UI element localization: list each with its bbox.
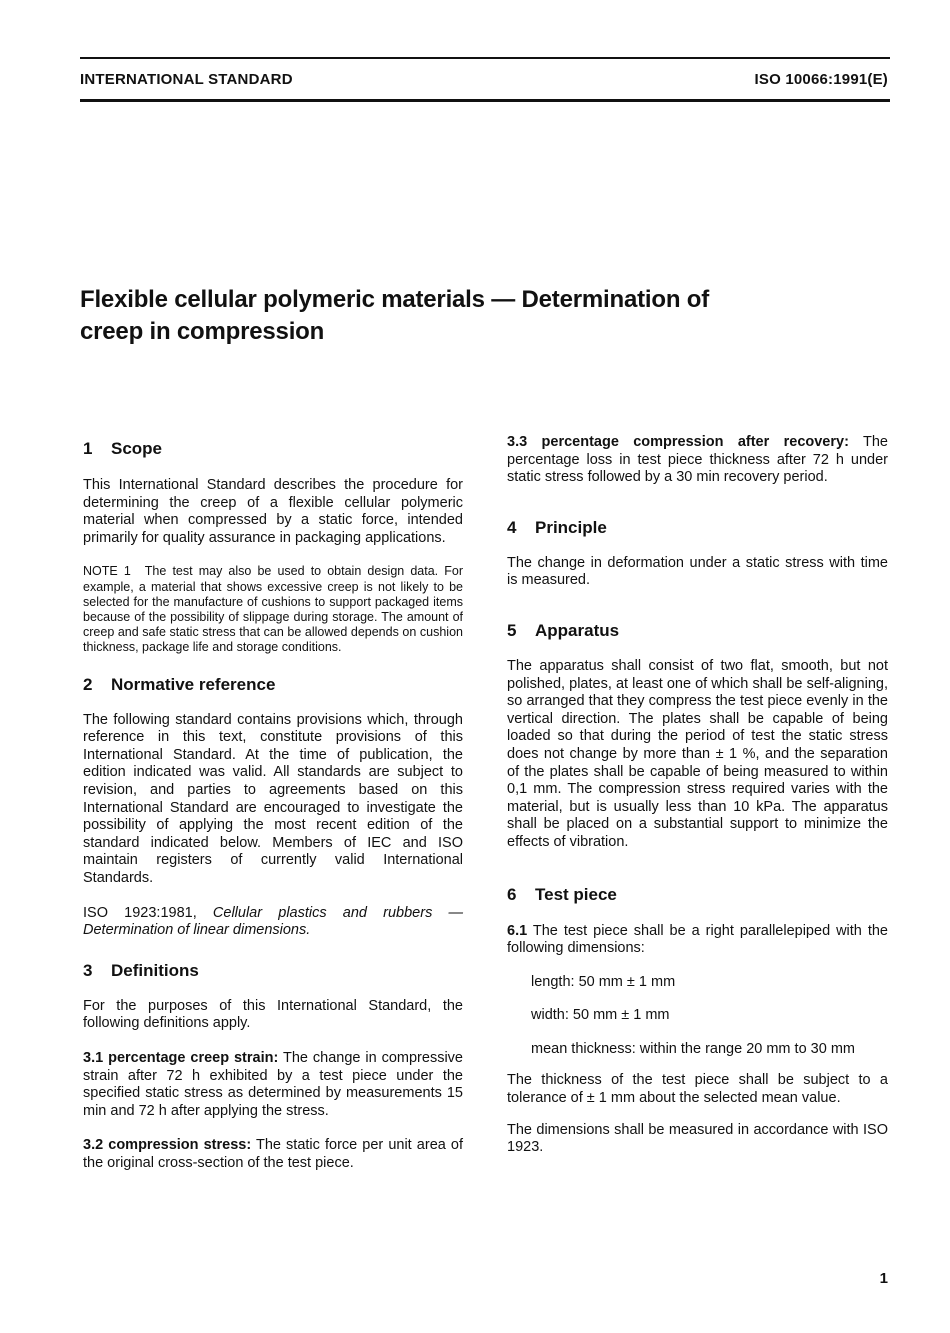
document-title [80, 284, 840, 348]
section-title: Scope [111, 439, 163, 458]
principle-paragraph: The change in deformation under a static stress with time is measured. [507, 554, 888, 589]
definition-3-3 [507, 434, 888, 487]
page-number: 1 [879, 1270, 888, 1287]
definition-3-2 [83, 1137, 463, 1172]
thickness-tolerance: The thickness of the test piece shall be subject to a tolerance of ± 1 mm about the selected mean value. [507, 1072, 888, 1107]
definition-text: The static force per unit area of the original cross-section of the test piece. [83, 1137, 463, 1171]
section-4-heading [507, 517, 888, 539]
section-1-heading [83, 438, 463, 460]
title-line-1: Flexible cellular polymeric materials — Determination of [80, 286, 710, 313]
section-title: Normative reference [111, 674, 276, 694]
definition-term: percentage creep strain: [108, 1049, 279, 1066]
definition-3-1 [83, 1050, 463, 1120]
section-3-heading [83, 960, 463, 982]
section-2-heading [83, 674, 463, 696]
note-text: The test may also be used to obtain design data. For example, a material that shows excessive creep is not likely to be selected for the manufacture of cushions to support packaged items because of the possibility of slippage during storage. The amount of creep and safe static stress that can be allowed depends on cushion thickness, package life and storage conditions. [83, 564, 464, 655]
section-number: 6 [507, 884, 517, 904]
definition-text: The change in compressive strain after 72 h exhibited by a test piece under the specified static stress as determined by measurements 15 min and 72 h after applying the stress. [83, 1049, 463, 1119]
definitions-intro: For the purposes of this International Standard, the following definitions apply. [83, 997, 463, 1032]
right-column [507, 434, 888, 1157]
standard-number: ISO 10066:1991(E) [754, 71, 888, 88]
header-top-rule [80, 57, 890, 59]
scope-paragraph: This International Standard describes the procedure for determining the creep of a flexible cellular polymeric material when compressed by a static force, intended primarily for quality assurance in packaging applications. [83, 477, 463, 546]
measurement-method: The dimensions shall be measured in accordance with ISO 1923. [507, 1121, 888, 1156]
clause-6-1 [507, 923, 888, 958]
section-number: 4 [507, 517, 517, 537]
dimension-thickness: mean thickness: within the range 20 mm to 30 mm [531, 1040, 855, 1057]
section-5-heading [507, 620, 888, 642]
note-label: NOTE 1 [83, 564, 131, 579]
reference-title: Cellular plastics and rubbers — Determination of linear dimensions. [83, 904, 464, 939]
definition-number: 3.2 [83, 1137, 104, 1154]
section-number: 1 [83, 439, 93, 458]
header-bottom-rule [80, 99, 890, 102]
definition-number: 3.1 [83, 1049, 104, 1066]
section-title: Test piece [535, 884, 617, 904]
definition-text: The percentage loss in test piece thickness after 72 h under static stress followed by a 30 min recovery period. [507, 434, 889, 486]
section-number: 3 [83, 960, 93, 980]
definition-term: compression stress: [108, 1137, 252, 1154]
clause-number: 6.1 [507, 922, 528, 939]
scope-note [83, 564, 463, 655]
definition-term: percentage compression after recovery: [541, 434, 849, 450]
reference-code: ISO 1923:1981, [83, 904, 197, 921]
left-column [83, 428, 463, 1172]
apparatus-paragraph: The apparatus shall consist of two flat, smooth, but not polished, plates, at least one of which shall be self-aligning, so arranged that they compress the test piece evenly in the vertical direction. The plates shall be capable of being loaded so that during the period of test the static stress does not change by more than ± 1 %, and the separation of the plates shall be capable of being measured to within 0,1 mm. The compression stress required varies with the material, but is usually less than 10 kPa. The apparatus shall be placed on a substantial support to minimize the effects of vibration. [507, 657, 888, 850]
section-number: 2 [83, 674, 93, 694]
definition-number: 3.3 [507, 434, 528, 450]
section-number: 5 [507, 620, 517, 640]
section-title: Definitions [111, 960, 199, 980]
section-title: Apparatus [535, 620, 620, 640]
normative-reference-entry [83, 905, 463, 940]
section-6-heading [507, 884, 888, 906]
section-title: Principle [535, 517, 607, 537]
title-line-2: creep in compression [80, 318, 325, 345]
clause-text: The test piece shall be a right parallelepiped with the following dimensions: [507, 922, 888, 957]
dimension-length: length: 50 mm ± 1 mm [531, 973, 676, 990]
normative-paragraph: The following standard contains provisions which, through reference in this text, constitute provisions of this International Standard. At the time of publication, the edition indicated was valid. All standards are subject to revision, and parties to agreements based on this International Standard are encouraged to investigate the possibility of applying the most recent edition of the standard indicated below. Members of IEC and ISO maintain registers of currently valid International Standards. [83, 711, 463, 886]
dimension-width: width: 50 mm ± 1 mm [531, 1007, 670, 1024]
document-type-label: INTERNATIONAL STANDARD [80, 71, 293, 88]
